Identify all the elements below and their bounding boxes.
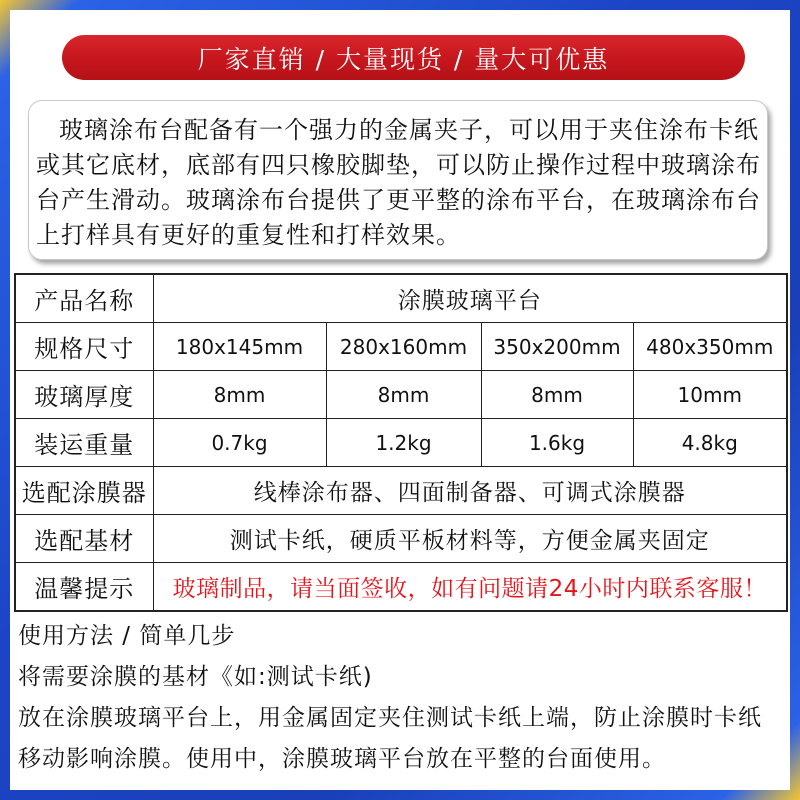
row-label: 产品名称 <box>15 274 153 323</box>
table-row-thickness <box>15 371 787 419</box>
row-label: 选配基材 <box>15 515 153 563</box>
thickness-value: 8mm <box>326 371 481 419</box>
weight-value: 1.6kg <box>481 419 633 467</box>
weight-value: 0.7kg <box>153 419 326 467</box>
row-label: 装运重量 <box>15 419 153 467</box>
row-label: 规格尺寸 <box>15 323 153 371</box>
table-row-size <box>15 323 787 371</box>
thickness-value: 10mm <box>633 371 787 419</box>
intro-line: 上打样具有更好的重复性和打样效果。 <box>36 221 461 249</box>
weight-value: 1.2kg <box>326 419 481 467</box>
size-value: 180x145mm <box>153 323 326 371</box>
promo-banner-text: 厂家直销 / 大量现货 / 量大可优惠 <box>197 44 610 74</box>
size-value: 480x350mm <box>633 323 787 371</box>
intro-line: 台产生滑动。玻璃涂布台提供了更平整的涂布平台，在玻璃涂布台 <box>36 186 761 214</box>
thickness-value: 8mm <box>481 371 633 419</box>
spec-table <box>14 273 788 612</box>
intro-line: 或其它底材，底部有四只橡胶脚垫，可以防止操作过程中玻璃涂布 <box>36 151 761 179</box>
table-row-substrate <box>15 515 787 563</box>
notice-value: 玻璃制品，请当面签收，如有问题请24小时内联系客服！ <box>153 563 787 612</box>
weight-value: 4.8kg <box>633 419 787 467</box>
size-value: 350x200mm <box>481 323 633 371</box>
table-row-notice <box>15 563 787 612</box>
substrate-value: 测试卡纸，硬质平板材料等，方便金属夹固定 <box>153 515 787 563</box>
promo-banner <box>62 35 745 80</box>
intro-line: 玻璃涂布台配备有一个强力的金属夹子，可以用于夹住涂布卡纸 <box>59 116 759 144</box>
row-label: 选配涂膜器 <box>15 467 153 515</box>
table-row-applicators <box>15 467 787 515</box>
size-value: 280x160mm <box>326 323 481 371</box>
applicators-value: 线棒涂布器、四面制备器、可调式涂膜器 <box>153 467 787 515</box>
content-area <box>10 10 790 790</box>
usage-line: 放在涂膜玻璃平台上，用金属固定夹住测试卡纸上端，防止涂膜时卡纸 <box>18 705 762 731</box>
usage-title: 使用方法 / 简单几步 <box>18 623 236 649</box>
intro-box <box>28 100 768 260</box>
product-name-value: 涂膜玻璃平台 <box>153 274 787 323</box>
table-row-product-name <box>15 274 787 323</box>
row-label: 温馨提示 <box>15 563 153 612</box>
usage-line: 移动影响涂膜。使用中，涂膜玻璃平台放在平整的台面使用。 <box>18 746 666 772</box>
thickness-value: 8mm <box>153 371 326 419</box>
usage-line: 将需要涂膜的基材《如:测试卡纸) <box>18 664 373 690</box>
row-label: 玻璃厚度 <box>15 371 153 419</box>
usage-section <box>18 616 786 780</box>
table-row-weight <box>15 419 787 467</box>
